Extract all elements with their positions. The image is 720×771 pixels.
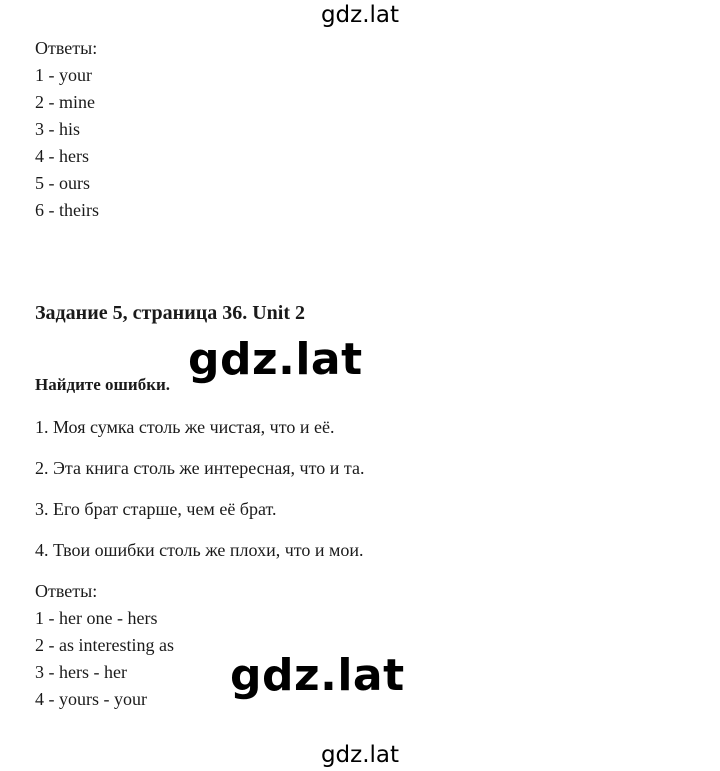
answer-item: 4 - hers	[35, 146, 89, 166]
task-title: Задание 5, страница 36. Unit 2	[35, 302, 306, 324]
watermark-lower: gdz.lat	[230, 650, 405, 701]
answers-label: Ответы:	[35, 38, 98, 58]
answer-item: 3 - hers - her	[35, 662, 127, 682]
sentence-item: 3. Его брат старше, чем её брат.	[35, 499, 277, 519]
answer-item: 2 - as interesting as	[35, 635, 174, 655]
answer-item: 5 - ours	[35, 173, 90, 193]
sentence-item: 2. Эта книга столь же интересная, что и та.	[35, 458, 365, 478]
answer-item: 4 - yours - your	[35, 689, 147, 709]
watermark-middle: gdz.lat	[188, 334, 363, 385]
answer-item: 6 - theirs	[35, 200, 99, 220]
answer-item: 3 - his	[35, 119, 80, 139]
answer-item: 1 - her one - hers	[35, 608, 158, 628]
answer-item: 2 - mine	[35, 92, 95, 112]
sentence-item: 4. Твои ошибки столь же плохи, что и мои.	[35, 540, 364, 560]
answers-label: Ответы:	[35, 581, 98, 601]
watermark-top: gdz.lat	[320, 2, 400, 28]
task-instruction: Найдите ошибки.	[35, 375, 171, 394]
answer-item: 1 - your	[35, 65, 92, 85]
sentence-item: 1. Моя сумка столь же чистая, что и её.	[35, 417, 335, 437]
watermark-bottom: gdz.lat	[320, 742, 400, 768]
